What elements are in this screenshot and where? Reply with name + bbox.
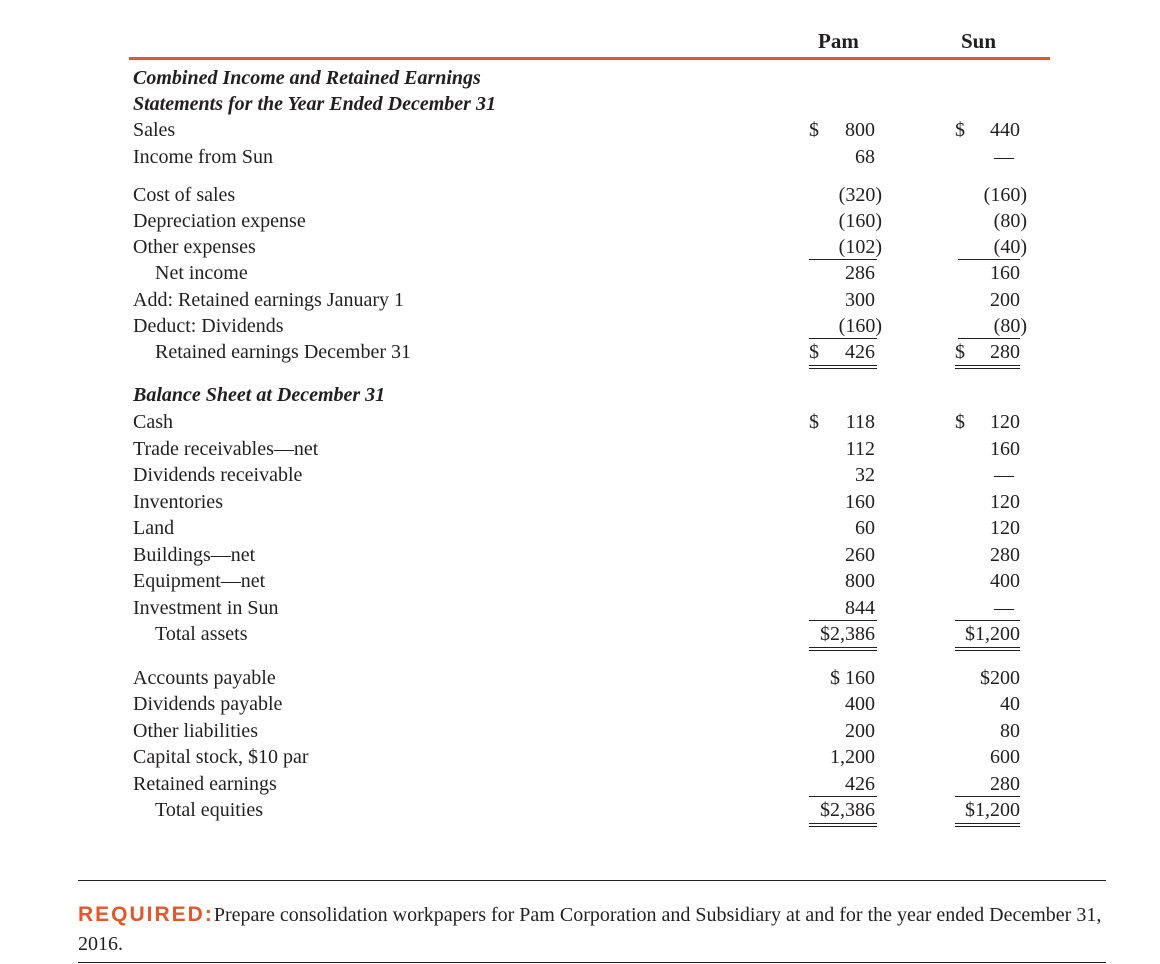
sun-total-equities: $1,200 [965,799,1020,821]
header-rule [129,57,1050,60]
row-label-cost-of-sales: Cost of sales [133,184,236,206]
required-block [78,900,1108,959]
row-label-cash: Cash [133,411,173,433]
sun-other-expenses: (40) [993,236,1027,258]
pam-dividends-payable: 400 [845,693,875,715]
row-label-income-from-sun: Income from Sun [133,146,273,168]
pam-trade-receivables: 112 [845,438,875,460]
row-label-total-equities: Total equities [155,799,264,821]
pam-total-equities: $2,386 [820,799,875,821]
underline-pam-retained-earnings [809,796,877,797]
sun-capital-stock: 600 [990,746,1020,768]
sun-trade-receivables: 160 [990,438,1020,460]
double-underline-sun-total-equities [955,823,1020,827]
sun-sales: 440 [990,119,1020,141]
pam-retained-jan1: 300 [845,289,875,311]
row-label-dividends-receivable: Dividends receivable [133,464,303,486]
pam-other-liabilities: 200 [845,720,875,742]
row-label-sales: Sales [133,119,176,141]
row-label-trade-receivables: Trade receivables—net [133,438,319,460]
sun-land: 120 [990,517,1020,539]
row-label-depreciation: Depreciation expense [133,210,306,232]
underline-sun-expenses [958,259,1020,260]
section-title-balance: Balance Sheet at December 31 [133,384,386,406]
row-label-capital-stock: Capital stock, $10 par [133,746,309,768]
pam-sales: 800 [845,119,875,141]
row-label-inventories: Inventories [133,491,223,513]
section-title-income-line2: Statements for the Year Ended December 31 [133,93,496,115]
dollar-sign: $ [809,411,819,433]
sun-retained-earnings: 280 [990,773,1020,795]
pam-dividends-receivable: 32 [855,464,875,486]
underline-sun-dividends [958,338,1020,339]
row-label-buildings: Buildings—net [133,544,256,566]
row-label-retained-dec31: Retained earnings December 31 [155,341,412,363]
pam-cost-of-sales: (320) [838,184,882,206]
sun-inventories: 120 [990,491,1020,513]
pam-depreciation: (160) [838,210,882,232]
sun-depreciation: (80) [993,210,1027,232]
required-label: REQUIRED: [78,903,214,926]
row-label-dividends-payable: Dividends payable [133,693,283,715]
row-label-retained-earnings: Retained earnings [133,773,277,795]
column-header-sun: Sun [961,29,997,53]
sun-accounts-payable: $200 [980,667,1020,689]
sun-income-from-sun: — [994,146,1014,168]
sun-investment-in-sun: — [994,597,1014,619]
pam-other-expenses: (102) [838,236,882,258]
row-label-accounts-payable: Accounts payable [133,667,276,689]
pam-retained-dec31: 426 [845,341,875,363]
row-label-investment-in-sun: Investment in Sun [133,597,279,619]
sun-cash: 120 [990,411,1020,433]
sun-dividends-receivable: — [994,464,1014,486]
row-label-other-expenses: Other expenses [133,236,256,258]
sun-dividends: (80) [993,315,1027,337]
row-label-dividends: Deduct: Dividends [133,315,284,337]
double-underline-pam-retained [809,365,877,369]
underline-sun-retained-earnings [955,796,1020,797]
required-bottom-rule [78,962,1106,963]
pam-net-income: 286 [845,262,875,284]
pam-land: 60 [855,517,875,539]
sun-equipment: 400 [990,570,1020,592]
pam-accounts-payable: $ 160 [830,667,875,689]
sun-retained-jan1: 200 [990,289,1020,311]
dollar-sign: $ [955,411,965,433]
required-top-rule [78,880,1106,881]
underline-pam-dividends [809,338,877,339]
pam-income-from-sun: 68 [855,146,875,168]
row-label-retained-jan1: Add: Retained earnings January 1 [133,289,405,311]
pam-retained-earnings: 426 [845,773,875,795]
double-underline-pam-total-assets [809,647,877,651]
dollar-sign: $ [809,341,819,363]
pam-buildings: 260 [845,544,875,566]
required-text: Prepare consolidation workpapers for Pam Corporation and Subsidiary at and for the year ended December 31, 2016. [78,904,1102,955]
dollar-sign: $ [809,119,819,141]
row-label-other-liabilities: Other liabilities [133,720,258,742]
pam-total-assets: $2,386 [820,623,875,645]
double-underline-sun-total-assets [955,647,1020,651]
row-label-equipment: Equipment—net [133,570,266,592]
sun-dividends-payable: 40 [1000,693,1020,715]
row-label-land: Land [133,517,175,539]
pam-dividends: (160) [838,315,882,337]
pam-cash: 118 [845,411,875,433]
section-title-income-line1: Combined Income and Retained Earnings [133,67,481,89]
column-header-pam: Pam [818,29,859,53]
pam-investment-in-sun: 844 [845,597,875,619]
pam-capital-stock: 1,200 [830,746,875,768]
sun-total-assets: $1,200 [965,623,1020,645]
underline-sun-investment [955,620,1020,621]
sun-net-income: 160 [990,262,1020,284]
double-underline-sun-retained [955,365,1020,369]
row-label-total-assets: Total assets [155,623,248,645]
row-label-net-income: Net income [155,262,248,284]
sun-buildings: 280 [990,544,1020,566]
sun-other-liabilities: 80 [1000,720,1020,742]
sun-retained-dec31: 280 [990,341,1020,363]
pam-inventories: 160 [845,491,875,513]
double-underline-pam-total-equities [809,823,877,827]
pam-equipment: 800 [845,570,875,592]
underline-pam-investment [809,620,877,621]
dollar-sign: $ [955,119,965,141]
sun-cost-of-sales: (160) [983,184,1027,206]
underline-pam-expenses [809,259,877,260]
dollar-sign: $ [955,341,965,363]
